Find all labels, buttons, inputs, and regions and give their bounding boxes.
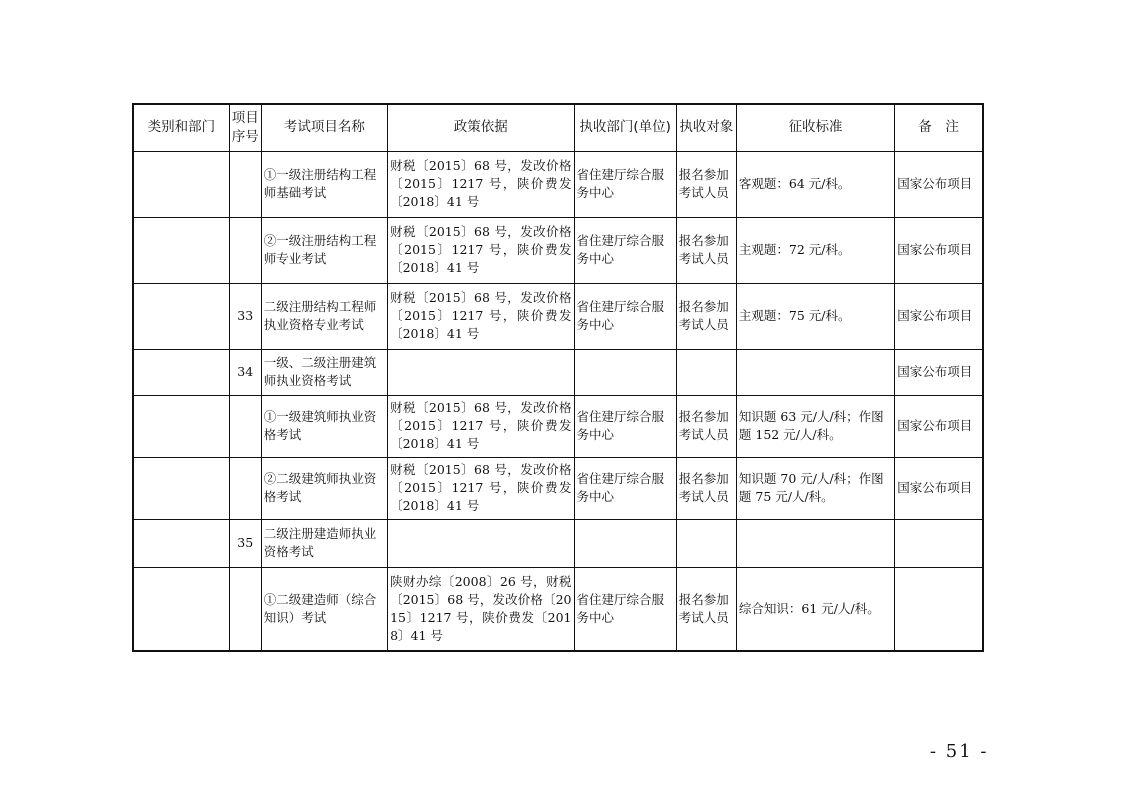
cell-standard: 知识题 70 元/人/科；作图题 75 元/人/科。: [736, 457, 894, 519]
cell-standard: 知识题 63 元/人/科；作图题 152 元/人/科。: [736, 395, 894, 457]
fee-table: [132, 103, 984, 652]
table-row: [133, 283, 983, 349]
header-note: 备 注: [895, 104, 983, 151]
cell-policy: 财税〔2015〕68 号，发改价格〔2015〕1217 号，陕价费发〔2018〕41 号: [388, 457, 574, 519]
cell-target: 报名参加考试人员: [676, 395, 736, 457]
cell-dept: [133, 283, 229, 349]
cell-target: [676, 349, 736, 395]
cell-policy: 财税〔2015〕68 号，发改价格〔2015〕1217 号，陕价费发〔2018〕41 号: [388, 217, 574, 283]
cell-no: [229, 457, 261, 519]
table-row: [133, 519, 983, 567]
cell-note: 国家公布项目: [895, 395, 983, 457]
cell-dept: [133, 349, 229, 395]
table-row: [133, 457, 983, 519]
cell-dept: [133, 151, 229, 217]
cell-target: 报名参加考试人员: [676, 217, 736, 283]
cell-no: [229, 217, 261, 283]
cell-standard: 综合知识：61 元/人/科。: [736, 567, 894, 651]
cell-name: ②一级注册结构工程师专业考试: [261, 217, 387, 283]
cell-name: 二级注册建造师执业资格考试: [261, 519, 387, 567]
page-number: - 51 -: [930, 741, 989, 762]
cell-policy: [388, 349, 574, 395]
cell-dept: [133, 395, 229, 457]
cell-target: 报名参加考试人员: [676, 151, 736, 217]
table-header: [133, 104, 983, 151]
cell-policy: [388, 519, 574, 567]
cell-unit: [574, 349, 676, 395]
cell-dept: [133, 457, 229, 519]
cell-note: 国家公布项目: [895, 217, 983, 283]
cell-name: ①二级建造师（综合知识）考试: [261, 567, 387, 651]
cell-dept: [133, 567, 229, 651]
cell-policy: 财税〔2015〕68 号，发改价格〔2015〕1217 号，陕价费发〔2018〕41 号: [388, 151, 574, 217]
cell-standard: 客观题：64 元/科。: [736, 151, 894, 217]
cell-no: 35: [229, 519, 261, 567]
cell-name: ②二级建筑师执业资格考试: [261, 457, 387, 519]
cell-note: 国家公布项目: [895, 151, 983, 217]
cell-name: ①一级注册结构工程师基础考试: [261, 151, 387, 217]
cell-target: [676, 519, 736, 567]
table-row: [133, 567, 983, 651]
cell-note: 国家公布项目: [895, 457, 983, 519]
cell-unit: 省住建厅综合服务中心: [574, 283, 676, 349]
cell-standard: [736, 349, 894, 395]
table-row: [133, 151, 983, 217]
cell-no: 33: [229, 283, 261, 349]
cell-target: 报名参加考试人员: [676, 567, 736, 651]
cell-no: 34: [229, 349, 261, 395]
cell-name: ①一级建筑师执业资格考试: [261, 395, 387, 457]
cell-unit: 省住建厅综合服务中心: [574, 457, 676, 519]
cell-dept: [133, 217, 229, 283]
cell-no: [229, 395, 261, 457]
cell-unit: 省住建厅综合服务中心: [574, 567, 676, 651]
cell-unit: 省住建厅综合服务中心: [574, 151, 676, 217]
table-row: [133, 395, 983, 457]
header-name: 考试项目名称: [261, 104, 387, 151]
table-body: [133, 151, 983, 651]
cell-unit: 省住建厅综合服务中心: [574, 395, 676, 457]
cell-target: 报名参加考试人员: [676, 283, 736, 349]
header-standard: 征收标准: [736, 104, 894, 151]
header-policy: 政策依据: [388, 104, 574, 151]
cell-note: 国家公布项目: [895, 349, 983, 395]
table-row: [133, 217, 983, 283]
cell-dept: [133, 519, 229, 567]
cell-standard: [736, 519, 894, 567]
cell-target: 报名参加考试人员: [676, 457, 736, 519]
cell-no: [229, 151, 261, 217]
cell-standard: 主观题：75 元/科。: [736, 283, 894, 349]
header-target: 执收对象: [676, 104, 736, 151]
cell-note: [895, 567, 983, 651]
cell-standard: 主观题：72 元/科。: [736, 217, 894, 283]
cell-name: 二级注册结构工程师执业资格专业考试: [261, 283, 387, 349]
cell-note: [895, 519, 983, 567]
table-row: [133, 349, 983, 395]
cell-policy: 财税〔2015〕68 号，发改价格〔2015〕1217 号，陕价费发〔2018〕41 号: [388, 283, 574, 349]
header-no: 项目序号: [229, 104, 261, 151]
cell-no: [229, 567, 261, 651]
cell-policy: 陕财办综〔2008〕26 号，财税〔2015〕68 号，发改价格〔2015〕1217 号，陕价费发〔2018〕41 号: [388, 567, 574, 651]
cell-unit: [574, 519, 676, 567]
header-dept: 类别和部门: [133, 104, 229, 151]
cell-policy: 财税〔2015〕68 号，发改价格〔2015〕1217 号，陕价费发〔2018〕41 号: [388, 395, 574, 457]
cell-name: 一级、二级注册建筑师执业资格考试: [261, 349, 387, 395]
cell-unit: 省住建厅综合服务中心: [574, 217, 676, 283]
header-unit: 执收部门(单位): [574, 104, 676, 151]
cell-note: 国家公布项目: [895, 283, 983, 349]
